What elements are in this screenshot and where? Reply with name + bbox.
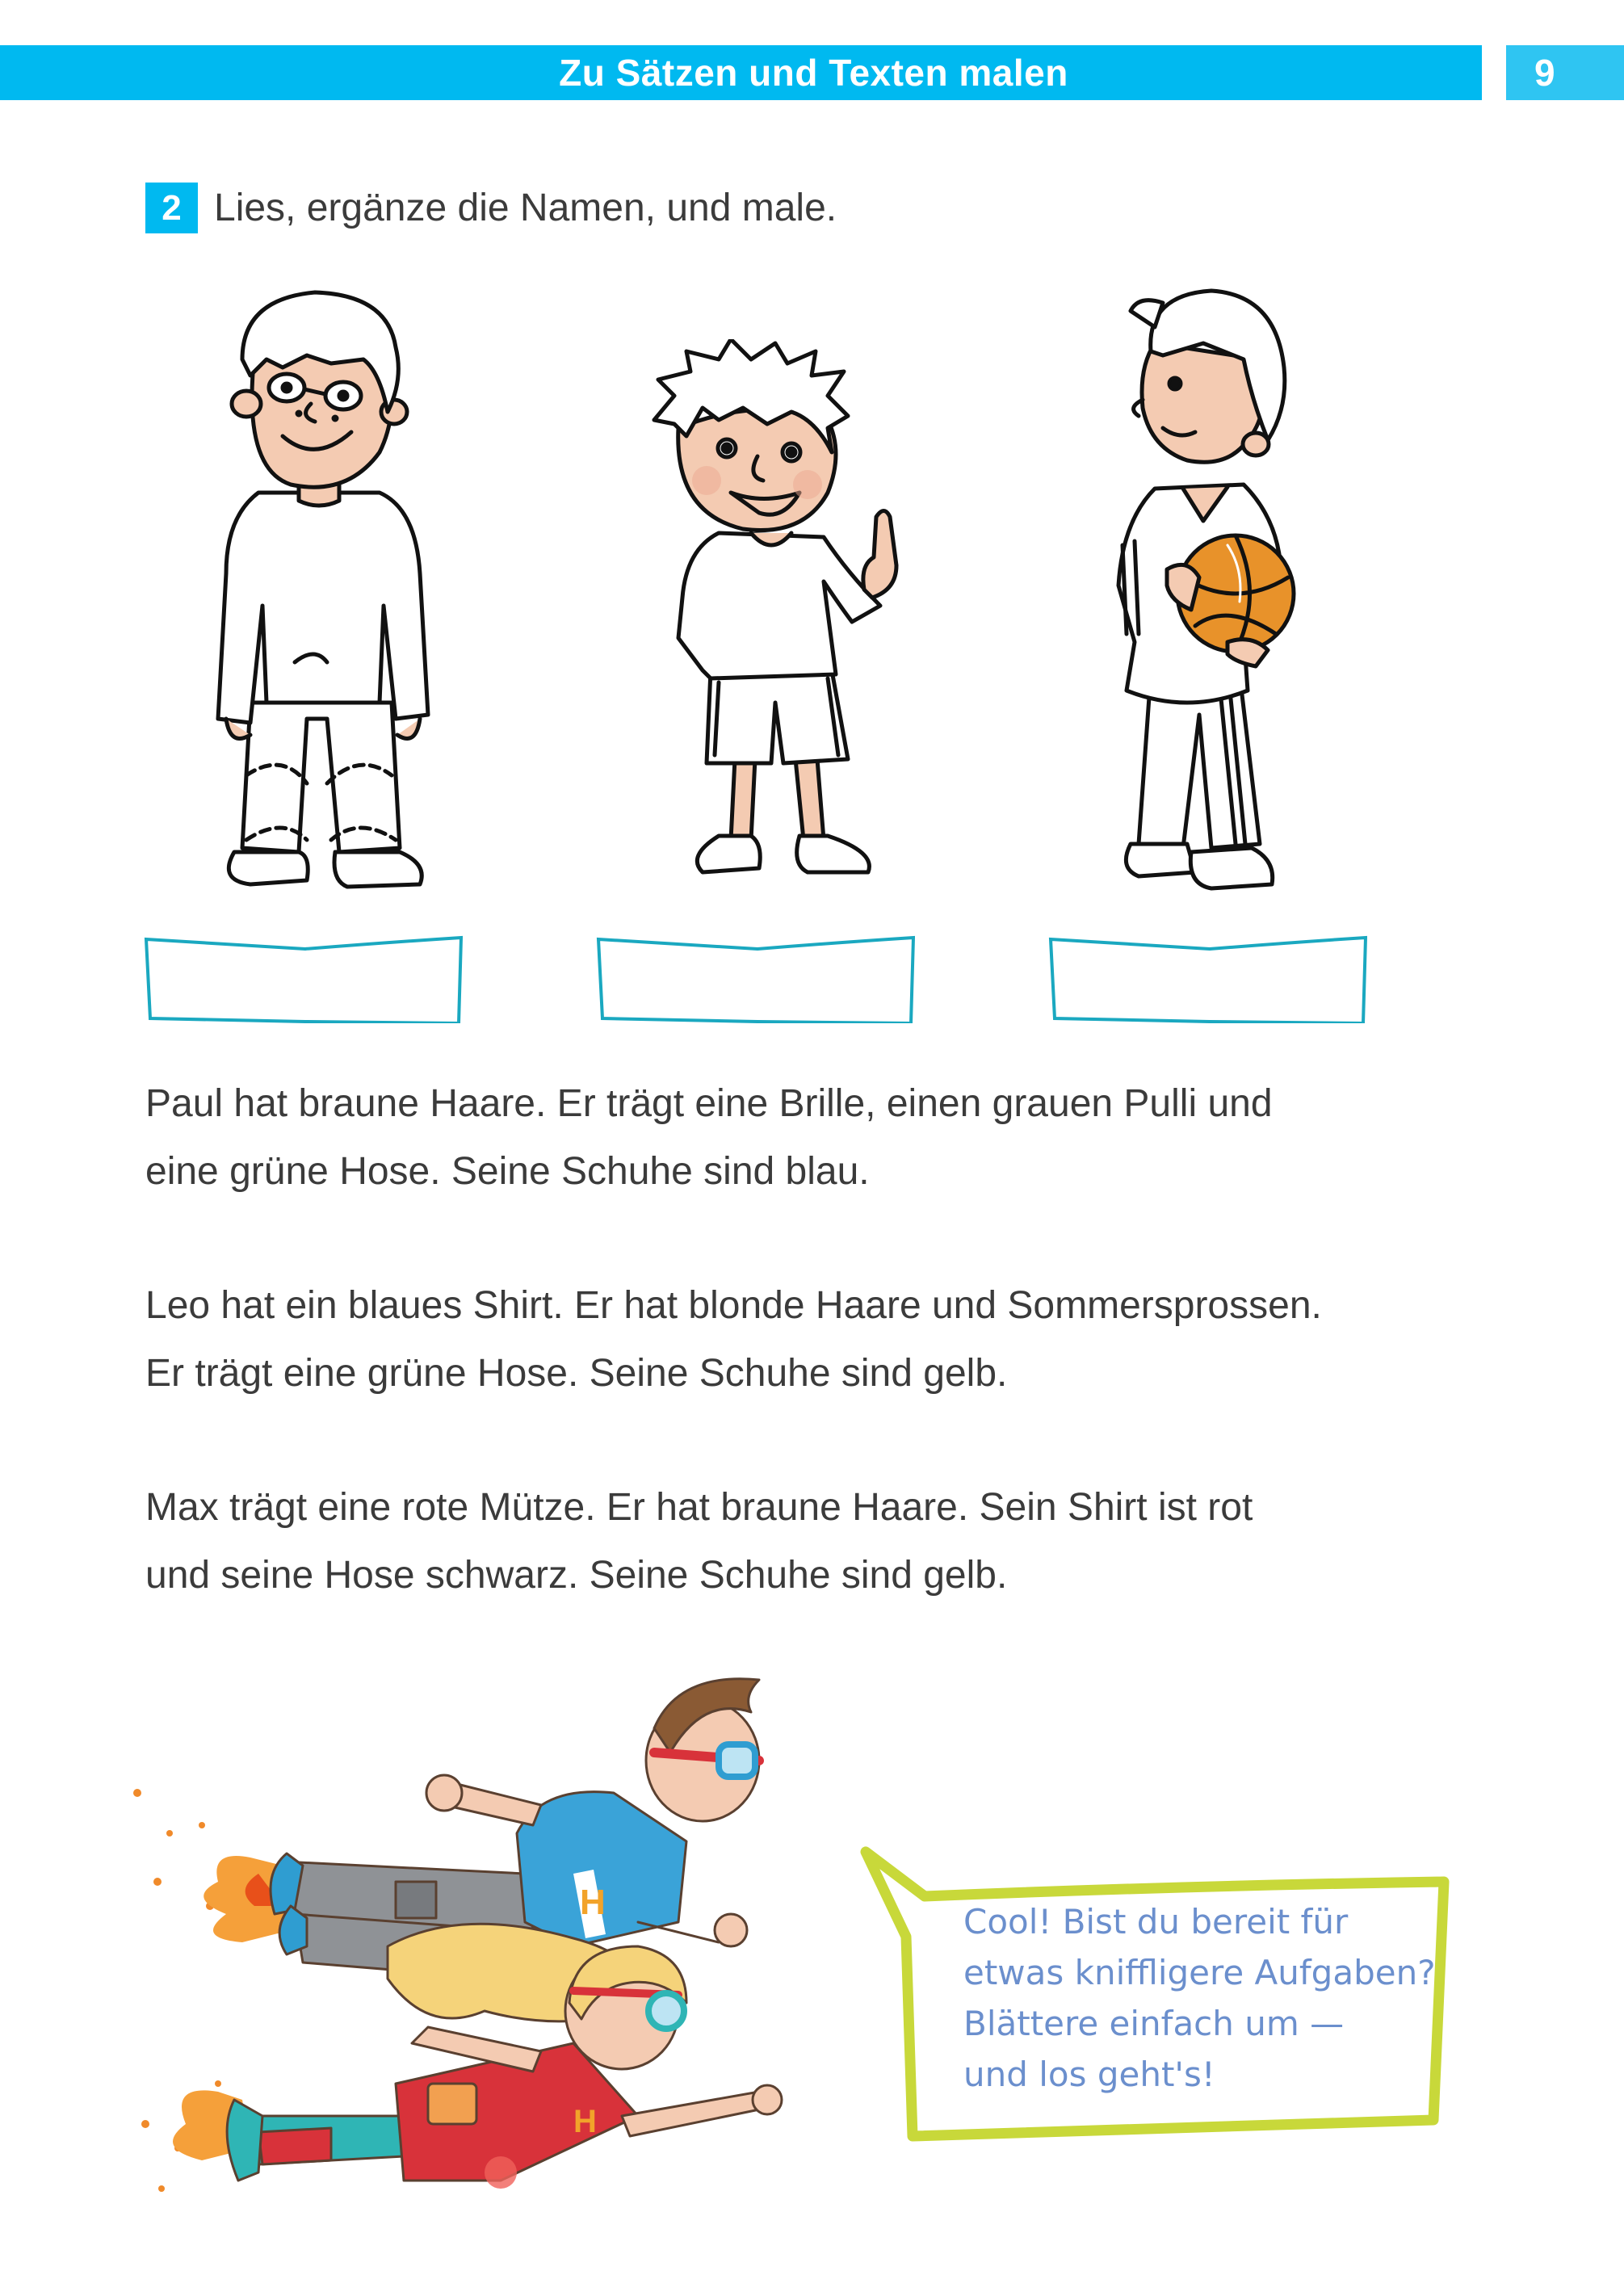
bubble-line: Cool! Bist du bereit für [963,1902,1349,1941]
paragraph-line: Leo hat ein blaues Shirt. Er hat blonde Haare und Sommersprossen. [145,1284,1322,1327]
svg-text:H: H [573,2104,597,2139]
description-leo [145,1272,1322,1408]
description-max [145,1474,1253,1610]
description-paul [145,1070,1273,1206]
paragraph-line: Er trägt eine grüne Hose. Seine Schuhe sind gelb. [145,1352,1008,1395]
speech-bubble-text [963,1896,1436,2100]
header-bar [0,45,1482,100]
name-input-box-3[interactable] [1048,933,1367,1023]
name-input-box-1[interactable] [144,933,463,1023]
bubble-line: und los geht's! [963,2055,1215,2094]
boy-with-glasses-illustration [186,283,444,896]
paragraph-line: Max trägt eine rote Mütze. Er hat braune Haare. Sein Shirt ist rot [145,1486,1253,1529]
bubble-line: etwas kniffligere Aufgaben? [963,1953,1436,1992]
bubble-line: Blättere einfach um — [963,2004,1345,2043]
svg-text:H: H [580,1883,606,1922]
paragraph-line: eine grüne Hose. Seine Schuhe sind blau. [145,1150,870,1193]
page-title: Zu Sätzen und Texten malen [559,52,1068,94]
flying-superhero-kids-illustration [121,1664,896,2197]
paragraph-line: Paul hat braune Haare. Er trägt eine Brille, einen grauen Pulli und [145,1082,1273,1125]
task-number-badge: 2 [145,183,198,233]
name-input-2[interactable] [607,951,901,1009]
name-input-1[interactable] [155,951,449,1009]
paragraph-line: und seine Hose schwarz. Seine Schuhe sind gelb. [145,1554,1008,1597]
task-instruction [145,183,837,233]
boy-with-cap-and-ball-illustration [1106,279,1332,892]
page-number-box [1506,45,1624,100]
name-input-3[interactable] [1060,951,1353,1009]
task-instruction-text: Lies, ergänze die Namen, und male. [214,187,837,229]
boy-thumbs-up-illustration [630,339,913,896]
name-input-box-2[interactable] [596,933,915,1023]
page-number: 9 [1534,52,1555,94]
